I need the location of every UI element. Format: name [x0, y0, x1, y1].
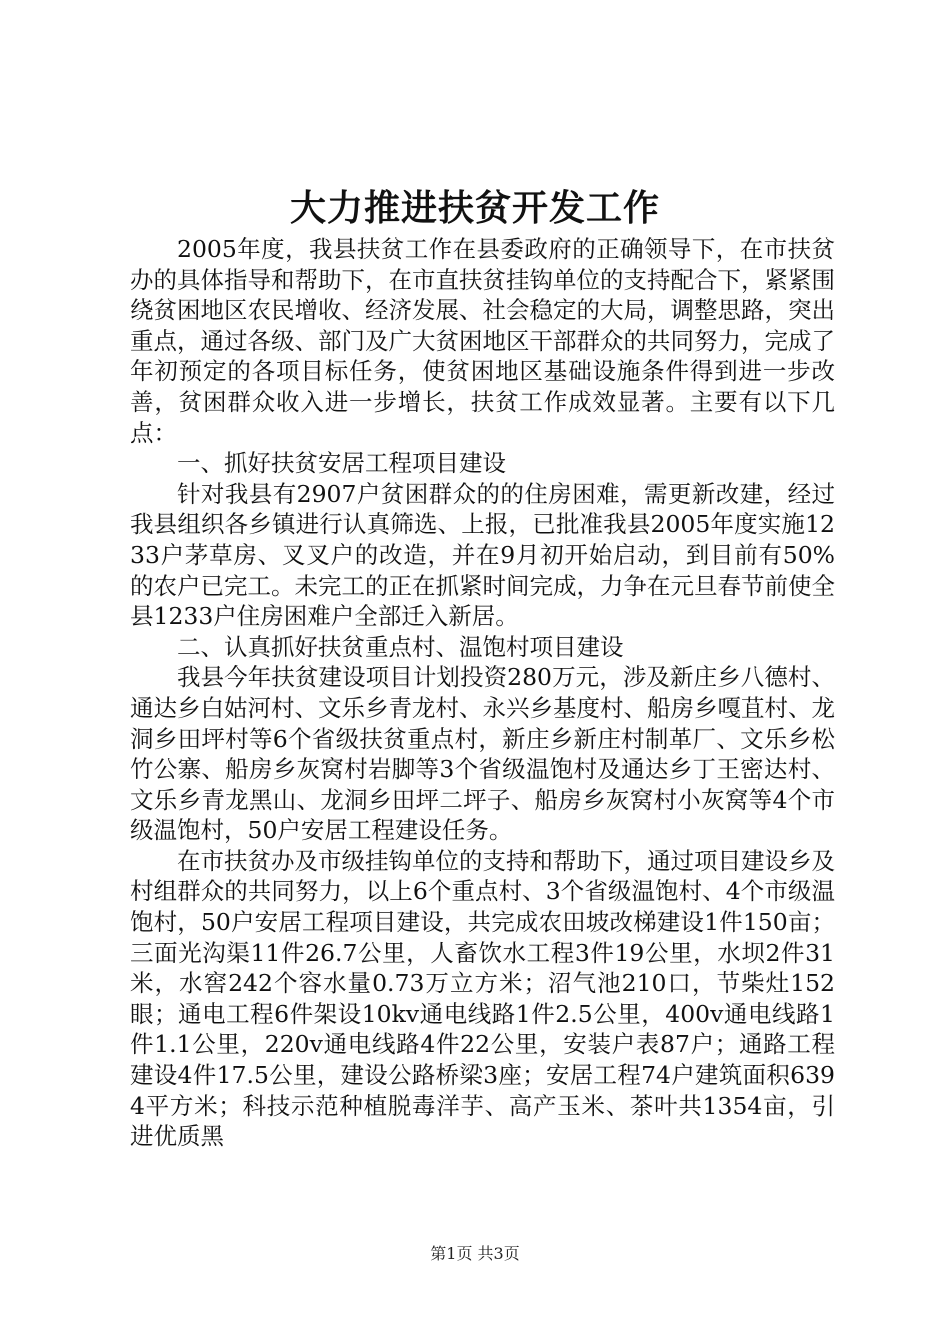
document-title: 大力推进扶贫开发工作: [289, 187, 660, 229]
intro-paragraph: 2005年度，我县扶贫工作在县委政府的正确领导下，在市扶贫办的具体指导和帮助下，在市直扶贫挂钩单位的支持配合下，紧紧围绕贫困地区农民增收、经济发展、社会稳定的大局，调整思路，突出重点，通过各级、部门及广大贫困地区干部群众的共同努力，完成了年初预定的各项目标任务，使贫困地区基础设施条件得到进一步改善，贫困群众收入进一步增长，扶贫工作成效显著。主要有以下几点：: [130, 235, 835, 447]
section-heading-1: 一、抓好扶贫安居工程项目建设: [177, 449, 506, 478]
section-1-paragraph: 针对我县有2907户贫困群众的的住房困难，需更新改建，经过我县组织各乡镇进行认真筛选、上报，已批准我县2005年度实施1233户茅草房、叉叉户的改造，并在9月初开始启动，到目前有50%的农户已完工。未完工的正在抓紧时间完成，力争在元旦春节前使全县1233户住房困难户全部迁入新居。: [130, 479, 835, 631]
document-body: [130, 234, 835, 1152]
page-footer: 第1页 共3页: [430, 1244, 520, 1263]
section-2-paragraph-1: 我县今年扶贫建设项目计划投资280万元，涉及新庄乡八德村、通达乡白姑河村、文乐乡青龙村、永兴乡基度村、船房乡嘎苴村、龙洞乡田坪村等6个省级扶贫重点村，新庄乡新庄村制革厂、文乐乡松竹公寨、船房乡灰窝村岩脚等3个省级温饱村及通达乡丁王密达村、文乐乡青龙黑山、龙洞乡田坪二坪子、船房乡灰窝村小灰窝等4个市级温饱村，50户安居工程建设任务。: [130, 663, 835, 845]
section-2-paragraph-2: 在市扶贫办及市级挂钩单位的支持和帮助下，通过项目建设乡及村组群众的共同努力，以上6个重点村、3个省级温饱村、4个市级温饱村，50户安居工程项目建设，共完成农田坡改梯建设1件150亩；三面光沟渠11件26.7公里，人畜饮水工程3件19公里，水坝2件31米，水窖242个容水量0.73万立方米；沼气池210口，节柴灶152眼；通电工程6件架设10kv通电线路1件2.5公里，400v通电线路1件1.1公里，220v通电线路4件22公里，安装户表87户；通路工程建设4件17.5公里，建设公路桥梁3座；安居工程74户建筑面积6394平方米；科技示范种植脱毒洋芋、高产玉米、茶叶共1354亩，引进优质黑: [130, 846, 835, 1151]
section-heading-2: 二、认真抓好扶贫重点村、温饱村项目建设: [177, 632, 624, 661]
